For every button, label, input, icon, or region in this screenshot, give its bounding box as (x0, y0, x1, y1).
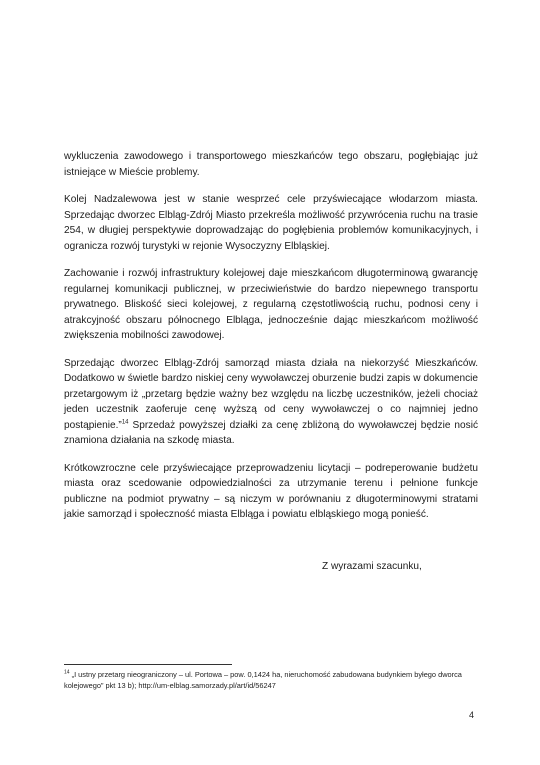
body-text (64, 149, 478, 535)
footnote-separator (64, 664, 232, 665)
paragraph-1: wykluczenia zawodowego i transportowego mieszkańców tego obszaru, pogłębiając już istniejące w Mieście problemy. (64, 151, 478, 178)
footnote (64, 670, 478, 691)
paragraph-3: Zachowanie i rozwój infrastruktury kolejowej daje mieszkańcom długoterminową gwarancję regularnej komunikacji publicznej, w przeciwieństwie do bardzo niepewnego transportu prywatnego. Bliskość sieci kolejowej, z regularną częstotliwością ruchu, podnosi ceny i atrakcyjność obszaru północnego Elbląga, jednocześnie dając mieszkańcom możliwość zwiększenia mobilności zawodowej. (64, 268, 478, 341)
paragraph-2: Kolej Nadzalewowa jest w stanie wesprzeć cele przyświecające włodarzom miasta. Sprzedając dworzec Elbląg-Zdrój Miasto przekreśla możliwość przywrócenia ruchu na trasie 254, w długiej perspektywie doprowadzając do pogłębienia problemów komunikacyjnych, i ogranicza rozwój turystyki w rejonie Wysoczyzny Elbląskiej. (64, 194, 478, 252)
page-number: 4 (469, 710, 475, 720)
footnote-reference[interactable]: 14 (121, 419, 129, 426)
footnote-marker: 14 (64, 669, 70, 676)
paragraph-4-text: Sprzedając dworzec Elbląg-Zdrój samorząd miasta działa na niekorzyść Mieszkańców. Dodatkowo w świetle bardzo niskiej ceny wywoławczej oburzenie budzi zapis w dokumencie przetargowym iż „przetarg będzie ważny bez względu na liczbę uczestników, jeżeli chociaż jeden uczestnik zaoferuje cenę wyższą od ceny wywoławczej o co najmniej jedno postąpienie.” (64, 357, 478, 431)
closing-salutation: Z wyrazami szacunku, (322, 561, 422, 572)
footnote-text: „I ustny przetarg nieograniczony – ul. Portowa – pow. 0,1424 ha, nieruchomość zabudowana budynkiem byłego dworca kolejowego” pkt 13 b); http://um-elblag.samorzady.pl/art/id/56247 (64, 670, 462, 690)
paragraph-4-continuation: Sprzedaż powyższej działki za cenę zbliżoną do wywoławczej będzie nosić znamiona działania na szkodę miasta. (64, 419, 478, 446)
paragraph-5: Krótkowzroczne cele przyświecające przeprowadzeniu licytacji – podreperowanie budżetu miasta oraz scedowanie odpowiedzialności za utrzymanie terenu i pełnione funkcje publiczne na podmiot prywatny – są niczym w porównaniu z długoterminowymi stratami jakie samorząd i społeczność miasta Elbląga i powiatu elbląskiego mogą ponieść. (64, 462, 478, 520)
paragraph-4 (64, 356, 478, 449)
